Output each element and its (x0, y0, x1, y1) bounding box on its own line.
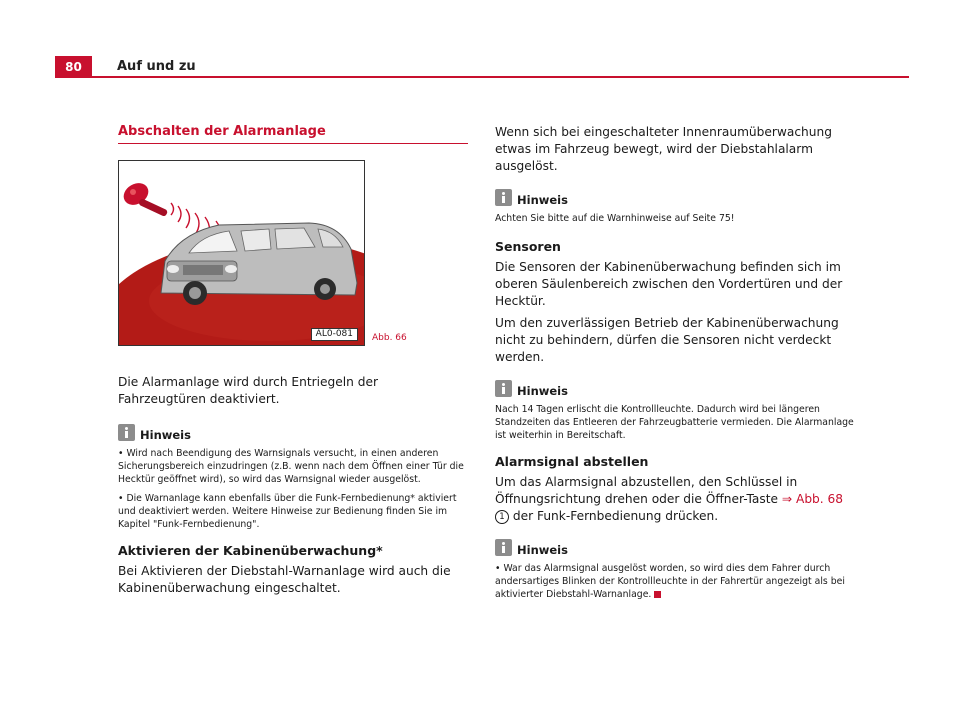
info-icon (495, 189, 512, 206)
car-icon (161, 223, 357, 305)
paragraph: Die Sensoren der Kabinenüberwachung befinden sich im oberen Säulenbereich zwischen den Vordertüren und der Hecktür. (495, 260, 843, 308)
figure-reference-link[interactable]: ⇒ Abb. 68 (781, 492, 844, 506)
paragraph: Wenn sich bei eingeschalteter Innenraumüberwachung etwas im Fahrzeug bewegt, wird der Diebstahlalarm ausgelöst. (495, 125, 832, 173)
subheading: Aktivieren der Kabinenüberwachung* (118, 543, 383, 558)
section-title: Abschalten der Alarmanlage (118, 124, 468, 144)
left-column-body (118, 374, 468, 597)
callout-number: 1 (495, 510, 509, 524)
end-marker-icon (654, 591, 661, 598)
info-icon (495, 380, 512, 397)
figure-alarm-illustration (118, 160, 365, 346)
paragraph: Bei Aktivieren der Diebstahl-Warnanlage wird auch die Kabinenüberwachung eingeschaltet. (118, 564, 451, 595)
paragraph-text: der Funk-Fernbedienung drücken. (509, 509, 719, 523)
right-column (495, 124, 855, 601)
paragraph: Um den zuverlässigen Betrieb der Kabinenüberwachung nicht zu behindern, dürfen die Sensoren nicht verdeckt werden. (495, 316, 839, 364)
note-label: Hinweis (517, 384, 568, 398)
figure-caption: Abb. 66 (372, 333, 407, 343)
info-icon (495, 539, 512, 556)
note-bullet: • Die Warnanlage kann ebenfalls über die Funk-Fernbedienung* aktiviert und deaktiviert werden. Weitere Hinweise zur Bedienung finden Sie im Kapitel "Funk-Fernbedienung". (118, 493, 457, 530)
intro-paragraph: Die Alarmanlage wird durch Entriegeln der Fahrzeugtüren deaktiviert. (118, 375, 378, 406)
paragraph-text: Um das Alarmsignal abzustellen, den Schlüssel in Öffnungsrichtung drehen oder die Öffner-Taste (495, 475, 798, 506)
note-text: Nach 14 Tagen erlischt die Kontrollleuchte. Dadurch wird bei längeren Standzeiten das Entleeren der Fahrzeugbatterie vermieden. Die Alarmanlage ist weiterhin in Bereitschaft. (495, 404, 854, 441)
note-header (118, 424, 468, 441)
header-divider (92, 76, 909, 78)
subheading: Sensoren (495, 239, 561, 254)
note-header (495, 380, 855, 397)
key-icon (120, 179, 168, 217)
figure-code: AL0-081 (311, 328, 358, 341)
note-text: Achten Sie bitte auf die Warnhinweise auf Seite 75! (495, 213, 735, 224)
car-alarm-illustration (119, 161, 364, 345)
note-label: Hinweis (140, 428, 191, 442)
info-icon (118, 424, 135, 441)
note-text (495, 562, 855, 601)
note-label: Hinweis (517, 543, 568, 557)
note-bullet: • War das Alarmsignal ausgelöst worden, so wird dies dem Fahrer durch andersartiges Blinken der Kontrollleuchte in der Fahrertür angezeigt als bei aktivierter Diebstahl-Warnanlage. (495, 563, 845, 600)
note-header (495, 539, 855, 556)
page-number: 80 (55, 56, 92, 78)
paragraph (495, 474, 855, 525)
note-label: Hinweis (517, 193, 568, 207)
note-header (495, 189, 855, 206)
left-column (118, 124, 468, 144)
chapter-title: Auf und zu (117, 59, 196, 74)
subheading: Alarmsignal abstellen (495, 454, 649, 469)
note-bullet: • Wird nach Beendigung des Warnsignals versucht, in einen anderen Sicherungsbereich einzudringen (z.B. wenn nach dem Öffnen einer Tür die Hecktür geöffnet wird), so wird das Warnsignal wieder ausgelöst. (118, 448, 464, 485)
